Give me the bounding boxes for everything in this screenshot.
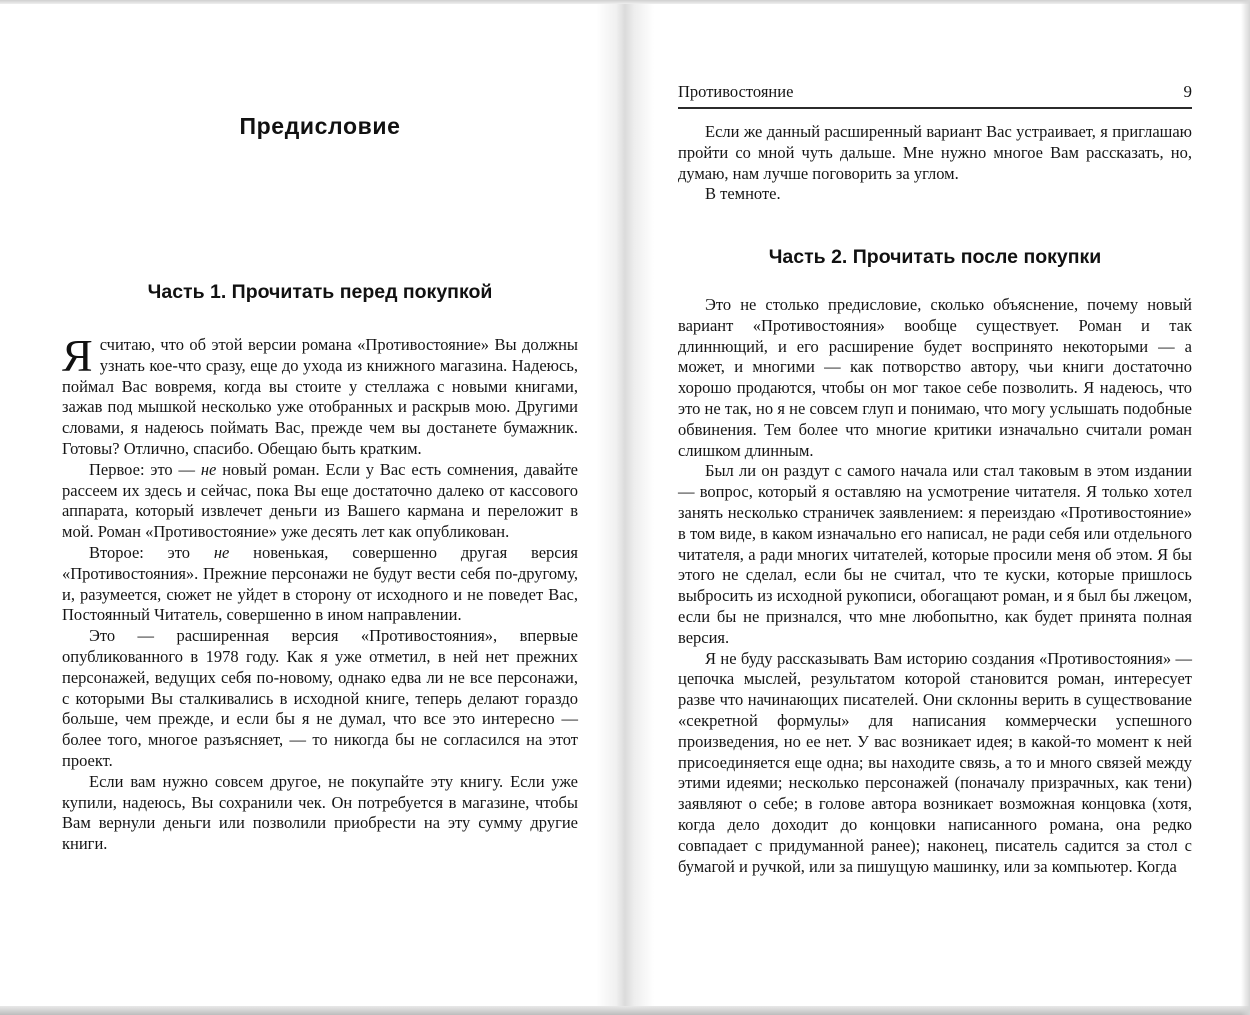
page-right [625, 0, 1250, 1015]
scan-edge-bottom [0, 1006, 1250, 1015]
paragraph [62, 460, 578, 543]
paragraph-text: считаю, что об этой версии романа «Противостояние» Вы должны узнать кое-что сразу, еще до ухода из книжного магазина. Надеюсь, поймал Вас вовремя, когда вы стоите у стеллажа с новыми книгами, зажав под мышкой несколько уже отобранных и раскрыв мою. Другими словами, я надеюсь поймать Вас, прежде чем вы достанете бумажник. Готовы? Отлично, спасибо. Обещаю быть кратким. [62, 335, 578, 458]
scan-edge-right [1241, 0, 1250, 1015]
paragraph-text: Первое: это — [89, 459, 201, 479]
running-header-title: Противостояние [678, 82, 794, 101]
paragraph [62, 330, 578, 460]
paragraph [62, 543, 578, 626]
scan-edge-top [0, 0, 1250, 4]
paragraph: Если вам нужно совсем другое, не покупайте эту книгу. Если уже купили, надеюсь, Вы сохранили чек. Он потребуется в магазине, чтобы Вам вернули деньги или позволили приобрести на эту сумму другие книги. [62, 771, 578, 854]
paragraph-text: новенькая, совершенно другая версия «Противостояния». Прежние персонажи не будут вести себя по-другому, и, разумеется, сюжет не уйдет в сторону от исходного и не поведет Вас, Постоянный Читатель, совершенно в ином направлении. [62, 542, 579, 625]
paragraph: Это — расширенная версия «Противостояния», впервые опубликованного в 1978 году. Как я уже отметил, в ней нет прежних персонажей, ведущих себя по-новому, однако едва ли не все персонажи, с которыми Вы сталкивались в исходной книге, теперь делают гораздо больше, чем прежде, и если бы я не думал, что все это интересно — более того, многое разъясняет, — то никогда бы не согласился на этот проект. [62, 626, 578, 770]
italic-word: не [200, 459, 217, 479]
paragraph: В темноте. [705, 184, 781, 204]
page-number: 9 [1183, 82, 1192, 101]
part1-heading: Часть 1. Прочитать перед покупкой [147, 281, 493, 303]
paragraph: Если же данный расширенный вариант Вас устраивает, я приглашаю пройти со мной чуть дальше. Мне нужно многое Вам рассказать, но, думаю, нам лучше поговорить за углом. [678, 122, 1192, 183]
preface-title: Предисловие [239, 113, 401, 139]
italic-word: не [213, 542, 230, 562]
paragraph: Это не столько предисловие, сколько объяснение, почему новый вариант «Противостояния» вообще существует. Роман и так длиннющий, и его расширение будет воспринято некоторыми — а может, и многими — как потворство автору, чьи книги достаточно хорошо продаются, чтобы он мог такое себе позволить. Я надеюсь, что это не так, но я не совсем глуп и понимаю, что могу услышать подобные обвинения. Тем более что многие критики изначально считали роман слишком длинным. [678, 294, 1192, 460]
left-page-body [62, 330, 579, 855]
paragraph-text: Второе: это [89, 542, 214, 562]
part2-heading: Часть 2. Прочитать после покупки [768, 246, 1102, 269]
right-page-body [678, 122, 1192, 877]
paragraph-text: новый роман. Если у Вас есть сомнения, давайте рассеем их здесь и сейчас, пока Вы еще достаточно далеко от кассового аппарата, который извлечет деньги из Вашего кармана и переложит в мой. Роман «Противостояние» уже десять лет как опубликован. [62, 459, 578, 542]
paragraph: Был ли он раздут с самого начала или стал таковым в этом издании — вопрос, который я оставляю на усмотрение читателя. Я только хотел занять несколько страничек заявлением: я переиздаю «Противостояние» в том виде, в каком изначально его написал, не ради себя или отдельного читателя, а ради многих читателей, которые просили меня об этом. Я бы этого не сделал, если бы не считал, что те куски, которые пришлось выбросить из исходной рукописи, обогащают роман, и я был бы лжецом, если бы не признался, что мне любопытно, как будет принята полная версия. [678, 461, 1192, 647]
paragraph: Я не буду рассказывать Вам историю создания «Противостояния» — цепочка мыслей, результатом которой становится роман, интересует разве что начинающих писателей. Они склонны верить в существование «секретной формулы» для написания коммерчески успешного произведения, но ее нет. У вас возникает идея; в какой-то момент к ней присоединяется еще одна; вы находите связь, а то и много связей между этими идеями; несколько персонажей (поначалу призрачных, как тени) заявляют о себе; в голове автора возникает возможная концовка (хотя, когда дело доходит до концовки написанного романа, она редко совпадает с придуманной ранее); наконец, писатель садится за стол с бумагой и ручкой, или за пишущую машинку, или за компьютер. Когда [678, 648, 1192, 876]
dropcap-letter: Я [62, 330, 93, 381]
running-header [678, 82, 1192, 109]
